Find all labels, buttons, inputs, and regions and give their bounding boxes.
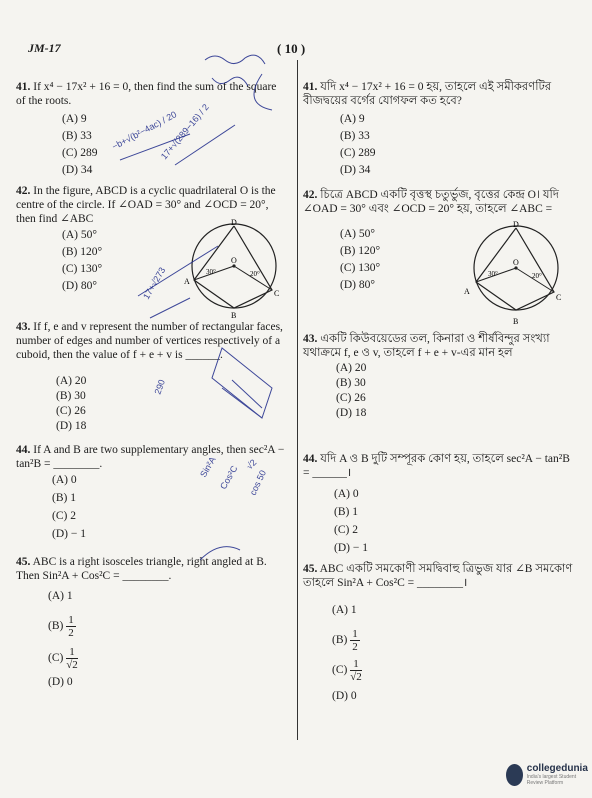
note-290: 290 xyxy=(152,378,168,396)
q42-option-c: (C) 130° xyxy=(62,263,103,275)
label-c: C xyxy=(274,289,280,298)
q44-option-c: (C) 2 xyxy=(52,510,76,522)
svg-text:B: B xyxy=(513,317,519,326)
q42-option-d: (D) 80° xyxy=(62,280,97,292)
q43-option-d: (D) 18 xyxy=(56,420,87,432)
q43-bn-option-a: (A) 20 xyxy=(336,362,367,374)
q42-bn-option-c: (C) 130° xyxy=(340,262,381,274)
q44-english: 44. If A and B are two supplementary angles, then sec²A − tan²B = ________. xyxy=(16,444,285,470)
q41-number: 41. xyxy=(16,81,31,93)
q41-bengali: 41. যদি x⁴ − 17x² + 16 = 0 হয়, তাহলে এই সমীকরণটির বীজদ্বয়ের বর্গের যোগফল কত হবে? xyxy=(303,81,552,107)
q41-option-c: (C) 289 xyxy=(62,147,98,159)
note-sqrt2: √2 xyxy=(244,457,259,472)
q43-bn-option-d: (D) 18 xyxy=(336,407,367,419)
svg-text:30°: 30° xyxy=(488,270,498,278)
q42-bn-option-b: (B) 120° xyxy=(340,245,381,257)
q45-english: 45. ABC is a right isosceles triangle, right angled at B. Then Sin²A + Cos²C = ________. xyxy=(16,556,267,582)
q43-english: 43. If f, e and v represent the number of rectangular faces, number of edges and number of vertices respectively of a cuboid, then the value of f + e + v is ______. xyxy=(16,321,283,361)
svg-text:D: D xyxy=(513,220,519,229)
q42-option-a: (A) 50° xyxy=(62,229,97,241)
q44-bn-option-d: (D) − 1 xyxy=(334,542,368,554)
note-cos2c: Cos²C xyxy=(218,463,240,491)
q44-bn-option-c: (C) 2 xyxy=(334,524,358,536)
q43-bengali: 43. একটি কিউবয়েডের তল, কিনারা ও শীর্ষবিন্দুর সংখ্যা যথাক্রমে f, e ও v, তাহলে f + e + v-এর মান হল xyxy=(303,333,550,359)
svg-text:O: O xyxy=(513,258,519,267)
svg-text:A: A xyxy=(464,287,470,296)
q41-bn-option-b: (B) 33 xyxy=(340,130,370,142)
svg-text:C: C xyxy=(556,293,562,302)
cyclic-quadrilateral-figure-bn xyxy=(458,220,580,328)
q44-option-d: (D) − 1 xyxy=(52,528,86,540)
q44-bengali: 44. যদি A ও B দুটি সম্পূরক কোণ হয়, তাহলে sec²A − tan²B = ______। xyxy=(303,453,570,479)
q45-bn-option-b: (B) $\frac{1}{2}$ xyxy=(332,628,358,653)
label-d: D xyxy=(231,218,237,227)
column-divider xyxy=(297,60,298,740)
q42-bn-option-d: (D) 80° xyxy=(340,279,375,291)
note-cos50: cos 50 xyxy=(247,468,269,497)
q41-option-a: (A) 9 xyxy=(62,113,87,125)
label-a: A xyxy=(184,277,190,286)
note-sqrt273: 17+√273 xyxy=(141,265,168,301)
q42-option-b: (B) 120° xyxy=(62,246,103,258)
q45-option-d: (D) 0 xyxy=(48,676,73,688)
q45-bengali: 45. ABC একটি সমকোণী সমদ্বিবাহু ত্রিভুজ যার ∠B সমকোণ তাহলে Sin²A + Cos²C = ________। xyxy=(303,563,573,589)
q41-option-d: (D) 34 xyxy=(62,164,93,176)
q41-english xyxy=(16,80,286,108)
page-number: ( 10 ) xyxy=(277,41,306,56)
q43-option-c: (C) 26 xyxy=(56,405,86,417)
q45-bn-option-a: (A) 1 xyxy=(332,604,357,616)
watermark-brand: collegedunia xyxy=(526,763,588,774)
q41-bn-option-c: (C) 289 xyxy=(340,147,376,159)
note-quadratic: −b+√(b²−4ac) / 20 xyxy=(110,109,179,152)
q44-bn-option-b: (B) 1 xyxy=(334,506,358,518)
q43-bn-option-b: (B) 30 xyxy=(336,377,366,389)
label-o: O xyxy=(231,256,237,265)
q41-bn-option-a: (A) 9 xyxy=(340,113,365,125)
angle-label-20: 20° xyxy=(250,270,260,278)
q43-option-b: (B) 30 xyxy=(56,390,86,402)
q43-bn-option-c: (C) 26 xyxy=(336,392,366,404)
q42-bengali: 42. চিত্রে ABCD একটি বৃত্তস্থ চতুর্ভুজ, বৃত্তের কেন্দ্র O। যদি ∠OAD = 30° এবং ∠OCD = 20° হয়, তাহলে ∠ABC = xyxy=(303,189,559,215)
q45-option-c: (C) $\frac{1}{√2}$ xyxy=(48,646,78,671)
paper-code: JM-17 xyxy=(28,41,61,55)
q42-bn-option-a: (A) 50° xyxy=(340,228,375,240)
q45-bn-option-d: (D) 0 xyxy=(332,690,357,702)
note-sin2a: Sin²A xyxy=(198,454,218,479)
q41-option-b: (B) 33 xyxy=(62,130,92,142)
q45-option-b: (B) $\frac{1}{2}$ xyxy=(48,614,74,639)
collegedunia-logo-icon xyxy=(506,764,523,786)
q44-option-a: (A) 0 xyxy=(52,474,77,486)
cyclic-quadrilateral-figure xyxy=(176,218,298,320)
q41-text: If x⁴ − 17x² + 16 = 0, then find the sum of the square of the roots. xyxy=(16,81,277,107)
watermark-tagline: India's largest Student Review Platform xyxy=(526,774,577,786)
q44-option-b: (B) 1 xyxy=(52,492,76,504)
q45-bn-option-c: (C) $\frac{1}{√2}$ xyxy=(332,658,362,683)
q45-option-a: (A) 1 xyxy=(48,590,73,602)
q43-option-a: (A) 20 xyxy=(56,375,87,387)
angle-label-30: 30° xyxy=(206,268,216,276)
collegedunia-watermark xyxy=(506,763,592,786)
note-roots: 17+√(289−16) / 2 xyxy=(158,102,211,162)
svg-text:20°: 20° xyxy=(532,272,542,280)
q42-english: 42. In the figure, ABCD is a cyclic quadrilateral O is the centre of the circle. If ∠OAD = 30° and ∠OCD = 20°, then find ∠ABC xyxy=(16,185,276,225)
q44-bn-option-a: (A) 0 xyxy=(334,488,359,500)
label-b: B xyxy=(231,311,237,320)
q41-bn-option-d: (D) 34 xyxy=(340,164,371,176)
